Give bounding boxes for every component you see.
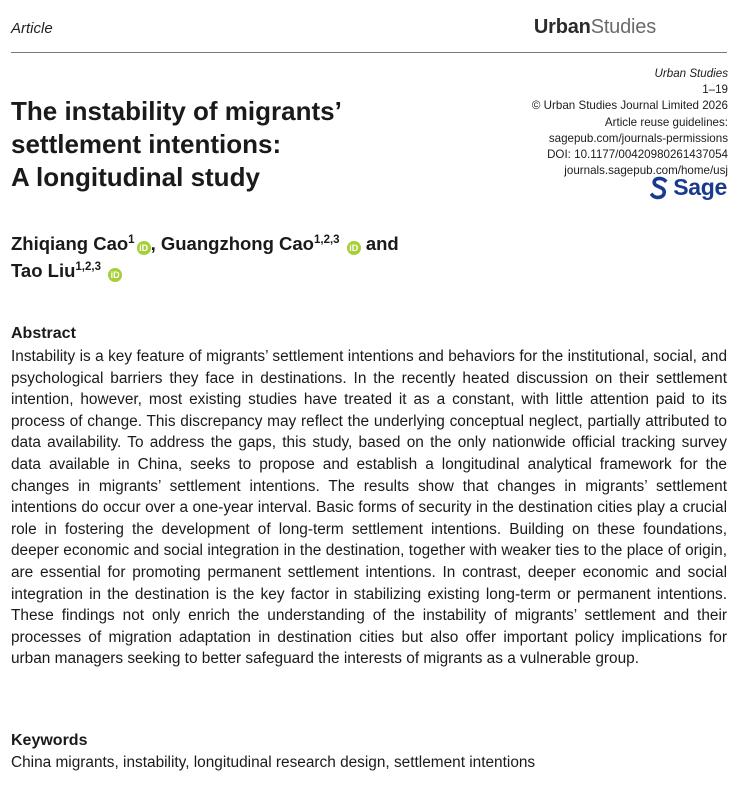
publisher-name: Sage: [673, 174, 727, 200]
doi-link[interactable]: DOI: 10.1177/00420980261437054: [547, 148, 728, 162]
title-line-2: settlement intentions:: [11, 129, 282, 159]
title-line-1: The instability of migrants’: [11, 96, 342, 126]
page-range: 1–19: [702, 83, 728, 97]
abstract-text: Instability is a key feature of migrants’ settlement intentions and behaviors for the institutional, social, and psychological barriers they face in destinations. In the recently heated discussion on their settlement intention, however, most existing studies have treated it as a constant, with little attention paid to its process of change. This discrepancy may reflect the underlying conceptual neglect, partially attributed to data availability. To address the gaps, this study, based on the only nationwide official tracking survey data available in China, seeks to propose and establish a longitudinal analytical framework for the changes in migrants’ settlement intentions. The results show that changes in migrants’ settlement intentions do occur over a one-year interval. Basic forms of security in the destination cities play a crucial role in fostering the development of long-term settlement intentions. Building on these foundations, deeper economic and social integration in the destination, together with weaker ties to the place of origin, are essential for promoting permanent settlement intentions. In contrast, deeper economic and social integration in the destination is the key factor in stabilizing existing long-term or permanent intentions. These findings not only enrich the understanding of the instability of migrants’ settlement and their processes of migration adaptation in destination cities but also offer important policy implications for urban managers seeking to better safeguard the interests of migrants as a vulnerable group.: [11, 348, 727, 668]
orcid-icon[interactable]: iD: [108, 268, 122, 282]
title-line-3: A longitudinal study: [11, 162, 260, 192]
journal-url-link[interactable]: journals.sagepub.com/home/usj: [564, 164, 728, 178]
author-name: Tao Liu: [11, 260, 76, 281]
orcid-icon[interactable]: iD: [137, 241, 151, 255]
keywords-heading: Keywords: [11, 732, 88, 749]
article-metadata: [532, 66, 728, 179]
author-affiliation: 1,2,3: [75, 261, 101, 273]
article-title: [11, 95, 342, 194]
author-name: Guangzhong Cao: [160, 233, 314, 254]
author-separator: ,: [150, 233, 156, 254]
reuse-label: Article reuse guidelines:: [604, 115, 728, 129]
publisher-logo: [650, 174, 727, 201]
header-divider: [11, 52, 727, 53]
journal-logo-bold: Urban: [533, 16, 591, 38]
abstract-heading: Abstract: [11, 325, 76, 342]
reuse-link[interactable]: sagepub.com/journals-permissions: [548, 131, 728, 145]
article-type-label: Article: [11, 20, 53, 37]
sage-s-icon: [650, 176, 668, 200]
orcid-icon[interactable]: iD: [347, 241, 361, 255]
journal-name: Urban Studies: [654, 67, 728, 80]
journal-logo: [534, 16, 656, 39]
author-name: Zhiqiang Cao: [11, 233, 129, 254]
copyright-line: © Urban Studies Journal Limited 2026: [531, 99, 728, 113]
journal-logo-regular: Studies: [590, 16, 656, 38]
keywords-text: China migrants, instability, longitudinal research design, settlement intentions: [11, 754, 536, 771]
author-list: [11, 230, 531, 284]
author-affiliation: 1,2,3: [313, 234, 340, 246]
author-affiliation: 1: [128, 234, 135, 246]
author-conjunction: and: [365, 233, 399, 254]
